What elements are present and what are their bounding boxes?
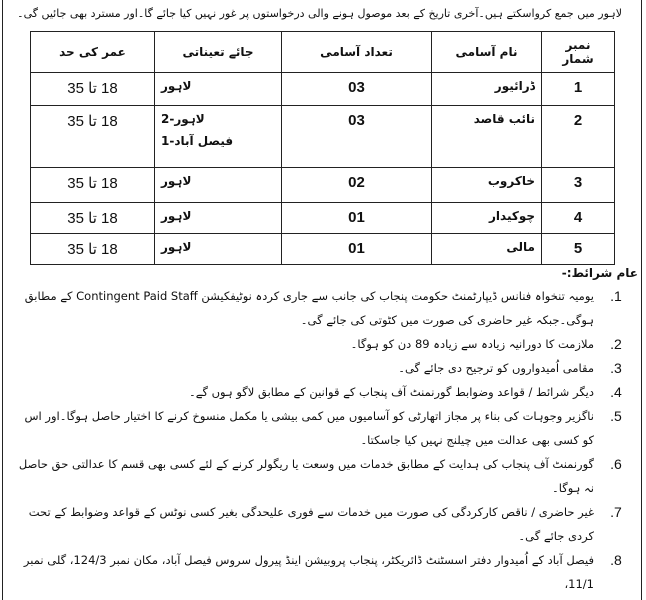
condition-body [10, 452, 594, 500]
condition-number: 1. [610, 288, 622, 304]
condition-text: غیر حاضری / ناقص کارکردگی کی صورت میں خدمات سے فوری علیحدگی بغیر کسی نوٹس کے قواعد وضوابط کے تحت کردی جائے گی۔ [28, 505, 594, 543]
condition-number: 8. [610, 552, 622, 568]
condition-number: 3. [610, 360, 622, 376]
condition-body [10, 380, 594, 404]
condition-item [10, 284, 638, 332]
vacancy-table [30, 31, 615, 265]
condition-text: مقامی اُمیدواروں کو ترجیح دی جائے گی۔ [398, 361, 594, 375]
condition-item [10, 452, 638, 500]
condition-item [10, 404, 638, 452]
condition-text: ناگزیر وجوہات کی بناء پر مجاز اتھارٹی کو آسامیوں میں کمی بیشی یا مکمل منسوخ کرنے کا اختیار حاصل ہوگا۔اور اس کو کسی بھی عدالت [24, 409, 594, 447]
serial-cell: 2 [542, 106, 615, 168]
serial-cell: 1 [542, 73, 615, 106]
condition-number: 6. [610, 456, 622, 472]
location-cell [155, 73, 282, 106]
location-text: لاہور [161, 209, 192, 223]
serial-cell: 4 [542, 203, 615, 234]
count-cell: 01 [282, 234, 432, 265]
condition-number: 7. [610, 504, 622, 520]
age-cell: 18 تا 35 [31, 234, 155, 265]
post-name-cell: مالی [432, 234, 542, 265]
condition-text: فیصل آباد کے اُمیدوار دفتر اسسٹنٹ ڈائریکٹر، پنجاب پروبیشن اینڈ پیرول سروس فیصل آباد، مکان نمبر 124/3، گلی نمبر 11/1، [23, 553, 594, 591]
location-cell [155, 203, 282, 234]
condition-text: گورنمنٹ آف پنجاب کی ہدایت کے مطابق خدمات میں وسعت یا ریگولر کرنے کے لئے کسی بھی قسم کا عدالتی حق حاصل نہ ہوگا۔ [18, 457, 594, 495]
condition-body [10, 500, 594, 548]
table-row [31, 168, 615, 203]
age-cell: 18 تا 35 [31, 73, 155, 106]
serial-cell: 5 [542, 234, 615, 265]
condition-text: ملازمت کا دورانیہ زیادہ سے زیادہ 89 دن کو ہوگا۔ [350, 337, 594, 351]
serial-cell: 3 [542, 168, 615, 203]
condition-text: دیگر شرائط / قواعد وضوابط گورنمنٹ آف پنجاب کے قوانین کے مطابق لاگو ہوں گے۔ [188, 385, 594, 399]
conditions-heading: عام شرائط:- [561, 266, 638, 280]
condition-text: یومیہ تنخواہ فنانس ڈیپارٹمنٹ حکومت پنجاب کی جانب سے جاری کردہ نوٹیفکیشن Contingent Paid Staff کے مطابق [24, 289, 594, 303]
location-text: لاہور [161, 240, 192, 254]
table-row [31, 203, 615, 234]
conditions-section [10, 262, 638, 596]
location-text: لاہور [161, 174, 192, 188]
post-name-cell: نائب قاصد [432, 106, 542, 168]
location-text: لاہور-2 [161, 112, 205, 126]
header-serial: نمبر شمار [542, 32, 615, 73]
table-row [31, 73, 615, 106]
condition-text: میں چیلنج نہیں کیا جاسکتا۔ [360, 433, 494, 447]
age-cell: 18 تا 35 [31, 106, 155, 168]
location-cell [155, 234, 282, 265]
condition-body [10, 356, 594, 380]
table-row [31, 106, 615, 168]
location-text: لاہور [161, 79, 192, 93]
condition-body [10, 404, 594, 452]
header-post: نام آسامی [432, 32, 542, 73]
post-name-cell: خاکروب [432, 168, 542, 203]
condition-item [10, 500, 638, 548]
count-cell: 01 [282, 203, 432, 234]
condition-item [10, 332, 638, 356]
condition-body [10, 284, 594, 332]
location-cell [155, 168, 282, 203]
table-row [31, 234, 615, 265]
condition-text: ہوگی۔جبکہ غیر حاضری کی صورت میں کٹوتی کی جائے گی۔ [300, 313, 594, 327]
age-cell: 18 تا 35 [31, 168, 155, 203]
age-cell: 18 تا 35 [31, 203, 155, 234]
condition-body [10, 548, 594, 596]
count-cell: 03 [282, 106, 432, 168]
location-text-2: فیصل آباد-1 [161, 134, 234, 148]
condition-number: 2. [610, 336, 622, 352]
condition-item [10, 380, 638, 404]
post-name-cell: چوکیدار [432, 203, 542, 234]
header-location: جائے تعیناتی [155, 32, 282, 73]
condition-body [10, 332, 594, 356]
condition-item [10, 356, 638, 380]
post-name-cell: ڈرائیور [432, 73, 542, 106]
table-header [31, 32, 615, 73]
count-cell: 02 [282, 168, 432, 203]
condition-number: 5. [610, 408, 622, 424]
location-cell [155, 106, 282, 168]
header-age: عمر کی حد [31, 32, 155, 73]
intro-line: لاہور میں جمع کرواسکتے ہیں۔آخری تاریخ کے بعد موصول ہونے والی درخواستوں پر غور نہیں کیا جائے گا۔اور مسترد بھی جائیں گی۔ [17, 7, 622, 20]
header-count: تعداد آسامی [282, 32, 432, 73]
condition-item [10, 548, 638, 596]
condition-number: 4. [610, 384, 622, 400]
count-cell: 03 [282, 73, 432, 106]
